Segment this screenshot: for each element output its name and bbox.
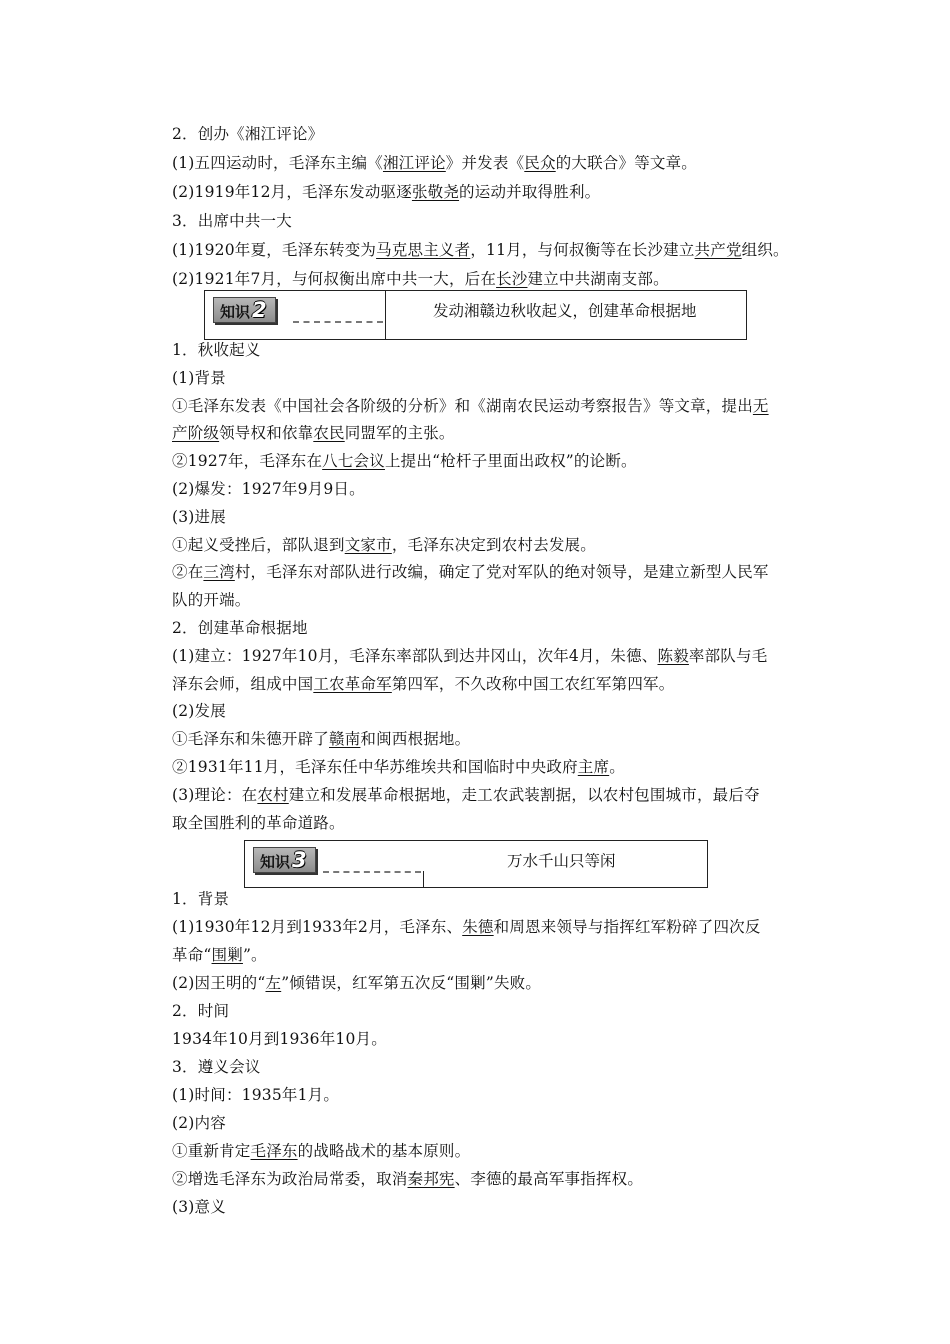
knowledge-tag: [213, 297, 276, 323]
underlined-term: 湘江评论: [382, 154, 446, 172]
text-run: 村，毛泽东对部队进行改编，确定了党对军队的绝对领导，是建立新型人民军: [234, 563, 769, 582]
text-line: [172, 729, 470, 749]
text-run: (3)理论：在: [172, 785, 258, 804]
underlined-term: 长沙: [496, 270, 528, 288]
text-run: ①毛泽东和朱德开辟了: [172, 730, 330, 749]
text-line: (1)时间：1935年1月。: [172, 1086, 340, 1104]
underlined-term: 产阶级: [172, 424, 220, 443]
text-line: 2．创建革命根据地: [172, 619, 308, 637]
text-run: 建立和发展革命根据地，走工农武装割据，以农村包围城市，最后夺: [288, 785, 760, 804]
text-line: [172, 269, 669, 289]
text-line: [172, 917, 761, 937]
knowledge-tag-label: 知识: [260, 853, 291, 871]
text-run: ①毛泽东发表《中国社会各阶级的分析》和《湖南农民运动考察报告》等文章，提出: [172, 396, 753, 415]
underlined-term: 秦邦宪: [407, 1170, 455, 1188]
text-line: [172, 535, 596, 555]
text-line: (1)背景: [172, 368, 226, 387]
underlined-term: 农村: [257, 785, 289, 804]
text-line: (2)发展: [172, 702, 226, 721]
text-run: ②1927年，毛泽东在: [172, 452, 323, 471]
underlined-term: 八七会议: [322, 452, 385, 471]
text-run: 的运动并取得胜利。: [459, 183, 601, 201]
text-run: (1)五四运动时，毛泽东主编《: [172, 154, 383, 172]
knowledge-tag-number: 2: [252, 298, 267, 322]
text-run: ，11月，与何叔衡等在长沙建立: [470, 241, 695, 259]
underlined-term: 左: [265, 974, 282, 992]
text-line: [172, 451, 637, 471]
underlined-term: 主席: [577, 758, 610, 776]
underlined-term: 围剿: [211, 946, 243, 964]
knowledge-tag: [253, 847, 316, 873]
text-run: (1)1930年12月到1933年2月，毛泽东、: [172, 918, 463, 936]
underlined-term: 文家市: [344, 535, 392, 554]
text-run: 领导权和依靠: [219, 424, 314, 443]
text-run: ，毛泽东决定到农村去发展。: [391, 535, 596, 554]
text-run: 和闽西根据地。: [360, 730, 471, 749]
text-line: [172, 240, 789, 260]
underlined-term: 张敬尧: [411, 183, 460, 201]
text-run: 的战略战术的基本原则。: [297, 1142, 471, 1160]
text-run: ”倾错误，红军第五次反“围剿”失败。: [281, 974, 542, 992]
knowledge-box-3: [244, 840, 708, 888]
text-run: ①重新肯定: [172, 1142, 251, 1160]
text-line: [172, 757, 625, 777]
text-line: [172, 153, 697, 173]
text-line: [172, 396, 769, 416]
text-run: 组织。: [741, 241, 789, 259]
knowledge-tag-label: 知识: [220, 303, 251, 321]
text-line: (2)内容: [172, 1114, 226, 1132]
text-run: (1)1920年夏，毛泽东转变为: [172, 241, 377, 259]
text-line: [172, 423, 455, 443]
text-run: 泽东会师，组成中国: [172, 674, 314, 693]
knowledge-box-2: [204, 290, 747, 340]
text-run: 同盟军的主张。: [344, 424, 455, 443]
underlined-term: 共产党: [694, 241, 742, 259]
underlined-term: 三湾: [203, 563, 235, 582]
knowledge-title: 发动湘赣边秋收起义，创建革命根据地: [433, 302, 697, 320]
text-line: [172, 674, 674, 694]
text-run: ①起义受挫后，部队退到: [172, 535, 345, 554]
knowledge-tag-number: 3: [292, 848, 307, 872]
text-line: (3)进展: [172, 507, 226, 526]
text-line: 取全国胜利的革命道路。: [172, 813, 345, 832]
text-line: [172, 1141, 470, 1161]
text-line: [172, 182, 600, 202]
underlined-term: 农民: [313, 424, 345, 443]
text-run: 。: [609, 758, 625, 776]
text-line: [172, 1169, 643, 1189]
text-line: 3．遵义会议: [172, 1058, 261, 1076]
text-line: [172, 945, 267, 965]
text-run: 第四军，不久改称中国工农红军第四军。: [391, 674, 675, 693]
text-run: ②增选毛泽东为政治局常委，取消: [172, 1170, 408, 1188]
underlined-term: 陈毅: [657, 646, 689, 665]
text-run: 、李德的最高军事指挥权。: [454, 1170, 644, 1188]
knowledge-title: 万水千山只等闲: [507, 852, 616, 870]
text-run: ②1931年11月，毛泽东任中华苏维埃共和国临时中央政府: [172, 758, 578, 776]
text-line: 1934年10月到1936年10月。: [172, 1030, 387, 1048]
text-line: (3)意义: [172, 1198, 226, 1216]
box-separator: [423, 871, 424, 887]
text-line: [172, 646, 767, 666]
text-line: 1．背景: [172, 890, 230, 908]
underlined-term: 毛泽东: [250, 1142, 298, 1160]
text-run: (2)1919年12月，毛泽东发动驱逐: [172, 183, 412, 201]
text-line: [172, 562, 769, 582]
text-line: 1．秋收起义: [172, 341, 261, 359]
text-run: ②在: [172, 563, 204, 582]
underlined-term: 民众: [524, 154, 556, 172]
text-run: 》并发表《: [445, 154, 525, 172]
dashed-divider: [293, 321, 383, 323]
text-run: 和周恩来领导与指挥红军粉碎了四次反: [493, 918, 761, 936]
text-run: 的大联合》等文章。: [555, 154, 698, 172]
underlined-term: 工农革命军: [313, 674, 392, 693]
text-line: 队的开端。: [172, 591, 251, 610]
dashed-divider: [323, 871, 421, 873]
text-run: (2)1921年7月，与何叔衡出席中共一大，后在: [172, 270, 497, 288]
text-run: 率部队与毛: [688, 646, 768, 665]
text-run: 建立中共湖南支部。: [527, 270, 669, 288]
text-line: [172, 973, 541, 993]
underlined-term: 马克思主义者: [376, 241, 471, 259]
underlined-term: 赣南: [329, 730, 361, 749]
text-run: (1)建立：1927年10月，毛泽东率部队到达井冈山，次年4月，朱德、: [172, 646, 658, 665]
underlined-term: 无: [752, 396, 769, 415]
text-line: (2)爆发：1927年9月9日。: [172, 480, 365, 498]
box-separator: [385, 291, 386, 339]
underlined-term: 朱德: [462, 918, 494, 936]
text-run: (2)因王明的“: [172, 974, 266, 992]
text-line: [172, 785, 760, 805]
text-line: 2．创办《湘江评论》: [172, 125, 324, 143]
text-run: 革命“: [172, 946, 212, 964]
text-line: 2．时间: [172, 1002, 230, 1020]
text-run: 上提出“枪杆子里面出政权”的论断。: [384, 452, 637, 471]
text-line: 3．出席中共一大: [172, 212, 292, 230]
text-run: ”。: [242, 946, 267, 964]
